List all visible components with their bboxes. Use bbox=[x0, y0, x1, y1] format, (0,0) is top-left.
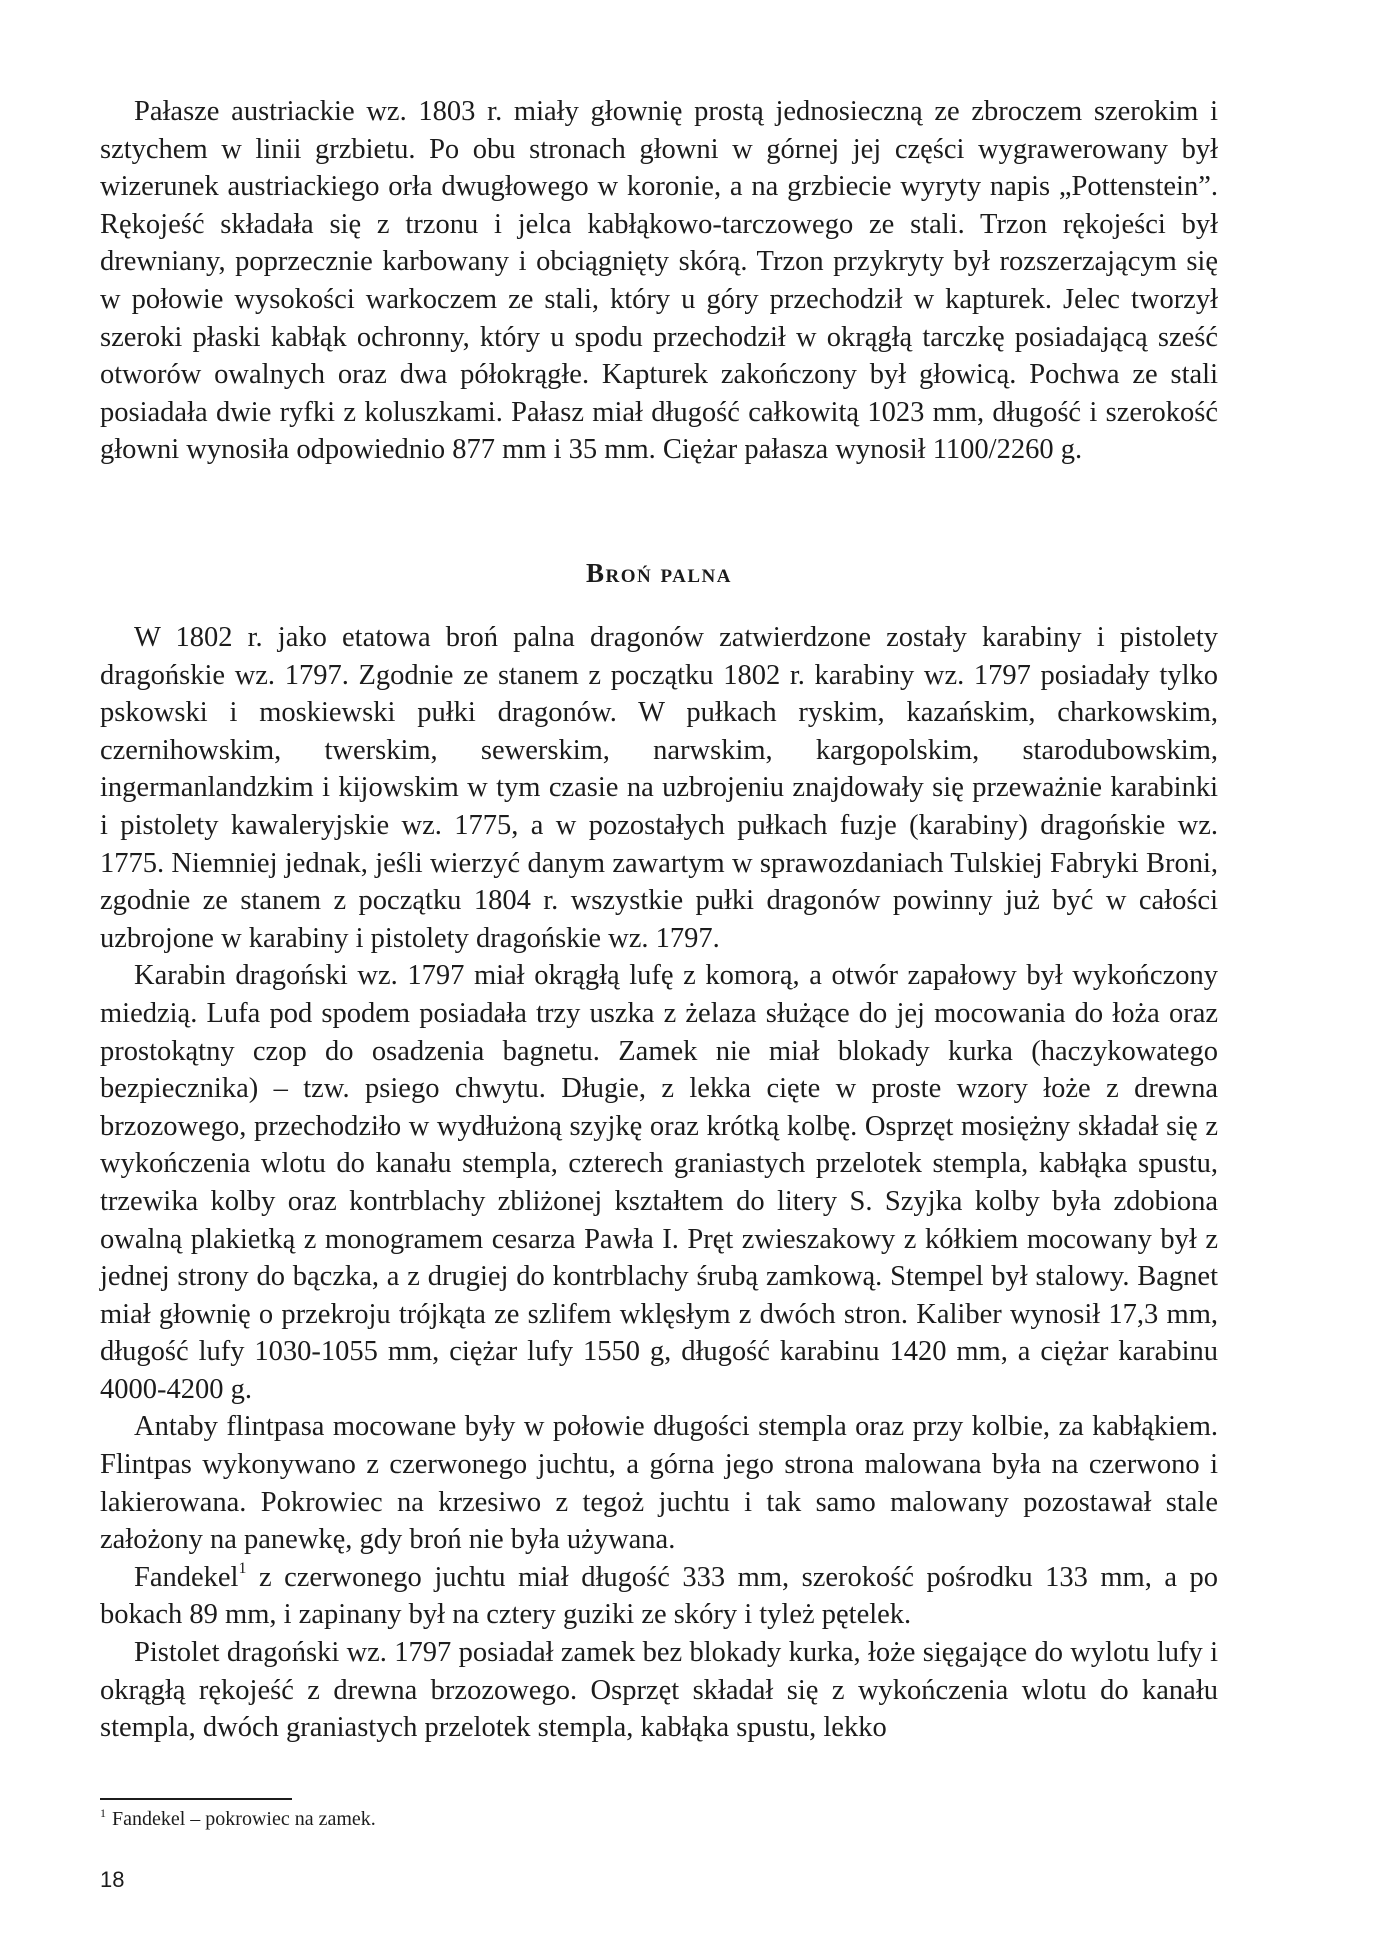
section-heading: Broń palna bbox=[585, 558, 732, 588]
fandekel-description: z czerwonego juchtu miał długość 333 mm, szerokość pośrodku 133 mm, a po bokach 89 mm, i zapinany był na cztery guziki ze skóry i tyleż pętelek. bbox=[100, 1561, 1218, 1631]
intro-text-block bbox=[100, 93, 1218, 469]
paragraph-firearms-1802: W 1802 r. jako etatowa broń palna dragonów zatwierdzone zostały karabiny i pistolety dragońskie wz. 1797. Zgodnie ze stanem z początku 1802 r. karabiny wz. 1797 posiadały tylko pskowski i moskiewski pułki dragonów. W pułkach ryskim, kazańskim, charkowskim, czernihowskim, twerskim, sewerskim, narwskim, kargopolskim, starodubowskim, ingermanlandzkim i kijowskim w tym czasie na uzbrojeniu znajdowały się przeważnie karabinki i pistolety kawaleryjskie wz. 1775, a w pozostałych pułkach fuzje (karabiny) dragońskie wz. 1775. Niemniej jednak, jeśli wierzyć danym zawartym w sprawozdaniach Tulskiej Fabryki Broni, zgodnie ze stanem z początku 1804 r. wszystkie pułki dragonów powinny już być w całości uzbrojone w karabiny i pistolety dragońskie wz. 1797. bbox=[100, 622, 1218, 954]
footnote bbox=[100, 1806, 1218, 1832]
footnote-reference[interactable]: 1 bbox=[238, 1560, 247, 1578]
paragraph-sabres: Pałasze austriackie wz. 1803 r. miały głownię prostą jednosieczną ze zbroczem szerokim i sztychem w linii grzbietu. Po obu stronach głowni w górnej jej części wygrawerowany był wizerunek austriackiego orła dwugłowego w koronie, a na grzbiecie wyryty napis „Pottenstein”. Rękojeść składała się z trzonu i jelca kabłąkowo-tarczowego ze stali. Trzon rękojeści był drewniany, poprzecznie karbowany i obciągnięty skórą. Trzon przykryty był rozszerzającym się w połowie wysokości warkoczem ze stali, który u góry przechodził w kapturek. Jelec tworzył szeroki płaski kabłąk ochronny, który u spodu przechodził w okrągłą tarczkę posiadającą sześć otworów owalnych oraz dwa półokrągłe. Kapturek zakończony był głowicą. Pochwa ze stali posiadała dwie ryfki z koluszkami. Pałasz miał długość całkowitą 1023 mm, długość i szerokość głowni wynosiła odpowiednio 877 mm i 35 mm. Ciężar pałasza wynosił 1100/2260 g. bbox=[100, 96, 1218, 466]
paragraph-carbine-1797: Karabin dragoński wz. 1797 miał okrągłą lufę z komorą, a otwór zapałowy był wykończony miedzią. Lufa pod spodem posiadała trzy uszka z żelaza służące do jej mocowania do łoża oraz prostokątny czop do osadzenia bagnetu. Zamek nie miał blokady kurka (haczykowatego bezpiecznika) – tzw. psiego chwytu. Długie, z lekka cięte w proste wzory łoże z drewna brzozowego, przechodziło w wydłużoną szyjkę oraz krótką kolbę. Osprzęt mosiężny składał się z wykończenia wlotu do kanału stempla, czterech graniastych przelotek stempla, kabłąka spustu, trzewika kolby oraz kontrblachy zbliżonej kształtem do litery S. Szyjka kolby była zdobiona owalną plakietką z monogramem cesarza Pawła I. Pręt zwieszakowy z kółkiem mocowany był z jednej strony do bączka, a z drugiej do kontrblachy śrubą zamkową. Stempel był stalowy. Bagnet miał głownię o przekroju trójkąta ze szlifem wklęsłym z dwóch stron. Kaliber wynosił 17,3 mm, długość lufy 1030-1055 mm, ciężar lufy 1550 g, długość karabinu 1420 mm, a ciężar karabinu 4000-4200 g. bbox=[100, 960, 1218, 1405]
paragraph-fandekel bbox=[100, 1559, 1218, 1634]
firearms-text-block bbox=[100, 619, 1218, 1747]
paragraph-sling-swivels: Antaby flintpasa mocowane były w połowie długości stempla oraz przy kolbie, za kabłąkiem. Flintpas wykonywano z czerwonego juchtu, a górna jego strona malowana była na czerwono i lakierowana. Pokrowiec na krzesiwo z tegoż juchtu i tak samo malowany pozostawał stale założony na panewkę, gdy broń nie była używana. bbox=[100, 1411, 1218, 1556]
footnote-divider bbox=[100, 1798, 292, 1800]
footnote-number: 1 bbox=[100, 1806, 106, 1821]
footnote-text: Fandekel – pokrowiec na zamek. bbox=[112, 1808, 376, 1830]
page-number: 18 bbox=[100, 1867, 125, 1892]
paragraph-pistol-1797: Pistolet dragoński wz. 1797 posiadał zamek bez blokady kurka, łoże sięgające do wylotu lufy i okrągłą rękojeść z drewna brzozowego. Osprzęt składał się z wykończenia wlotu do kanału stempla, dwóch graniastych przelotek stempla, kabłąka spustu, lekko bbox=[100, 1637, 1218, 1744]
fandekel-word: Fandekel bbox=[134, 1561, 239, 1593]
